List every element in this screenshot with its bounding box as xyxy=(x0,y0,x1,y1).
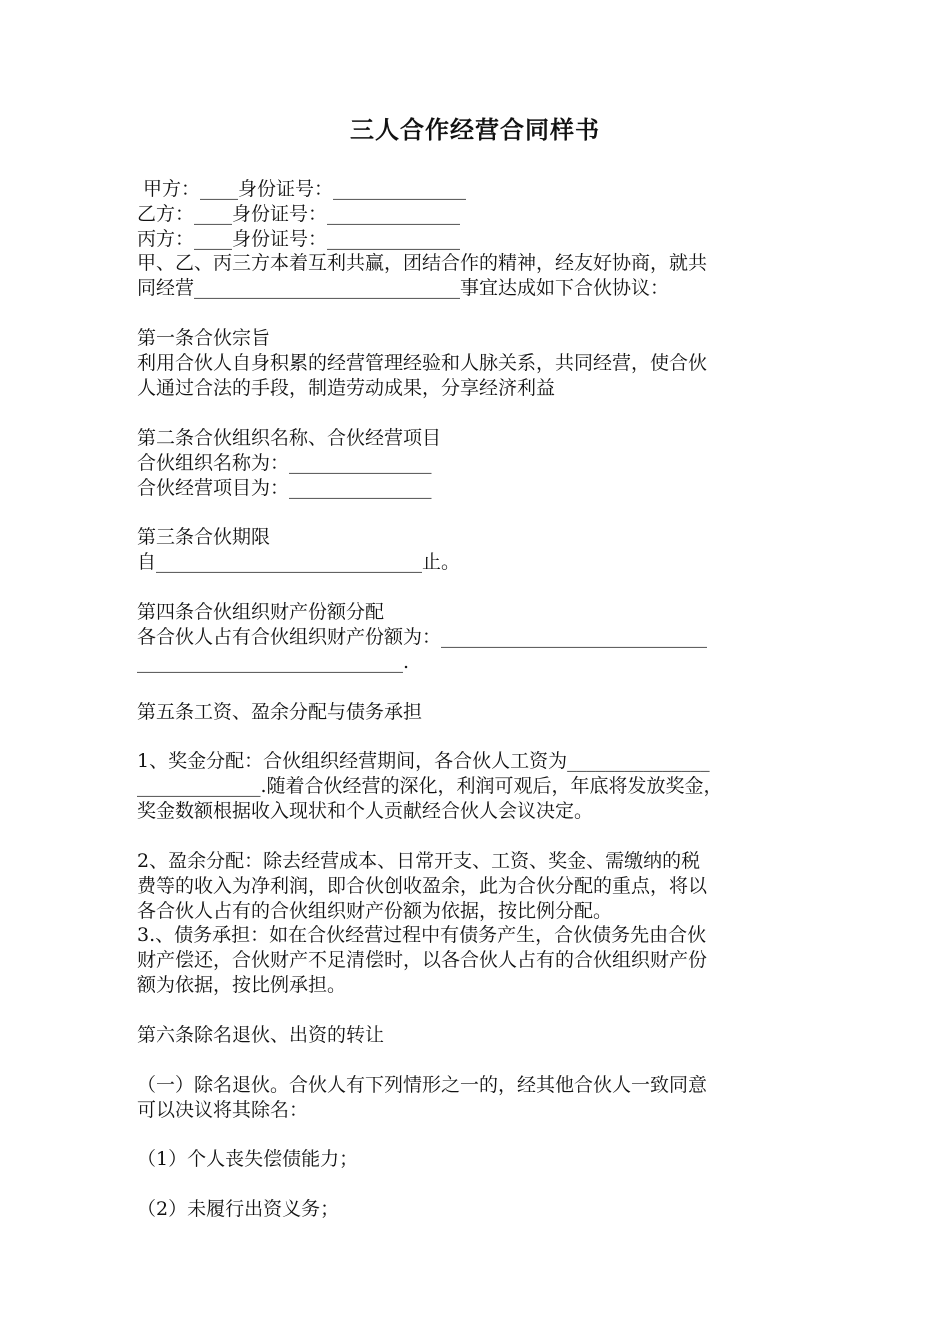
party-b-line: 乙方：____身份证号：______________ xyxy=(137,203,461,225)
paragraph-line: 自____________________________止。 xyxy=(137,551,461,573)
paragraph-line: 人通过合法的手段，制造劳动成果，分享经济利益 xyxy=(137,377,556,399)
paragraph-line: （一）除名退伙。合伙人有下列情形之一的，经其他合伙人一致同意 xyxy=(137,1074,708,1096)
article-heading: 第五条工资、盈余分配与债务承担 xyxy=(137,701,423,723)
paragraph-line: 合伙经营项目为：_______________ xyxy=(137,477,432,499)
paragraph-line: 财产偿还，合伙财产不足清偿时，以各合伙人占有的合伙组织财产份 xyxy=(137,949,708,971)
party-a-line: 甲方：____身份证号：______________ xyxy=(137,178,467,200)
paragraph-line: 各合伙人占有的合伙组织财产份额为依据，按比例分配。 xyxy=(137,900,613,922)
paragraph-line: 1、奖金分配：合伙组织经营期间，各合伙人工资为_______________ xyxy=(137,750,710,772)
party-c-line: 丙方：____身份证号：______________ xyxy=(137,228,461,250)
paragraph-line: ____________________________. xyxy=(137,651,410,673)
paragraph-line: 利用合伙人自身积累的经营管理经验和人脉关系，共同经营，使合伙 xyxy=(137,352,708,374)
document-title: 三人合作经营合同样书 xyxy=(350,116,600,144)
paragraph-line: 额为依据，按比例承担。 xyxy=(137,974,347,996)
paragraph-line: 3.、债务承担：如在合伙经营过程中有债务产生，合伙债务先由合伙 xyxy=(137,924,707,946)
article-heading: 第一条合伙宗旨 xyxy=(137,327,271,349)
list-item: （1）个人丧失偿债能力； xyxy=(137,1148,359,1170)
paragraph-line: 可以决议将其除名： xyxy=(137,1099,309,1121)
paragraph-line: 各合伙人占有合伙组织财产份额为：____________________________ xyxy=(137,626,708,648)
paragraph-line: 2、盈余分配：除去经营成本、日常开支、工资、奖金、需缴纳的税 xyxy=(137,850,701,872)
article-heading: 第二条合伙组织名称、合伙经营项目 xyxy=(137,427,442,449)
article-heading: 第三条合伙期限 xyxy=(137,526,271,548)
preamble-line: 甲、乙、丙三方本着互利共赢，团结合作的精神，经友好协商，就共 xyxy=(137,252,708,274)
paragraph-line: 合伙组织名称为：_______________ xyxy=(137,452,432,474)
article-heading: 第六条除名退伙、出资的转让 xyxy=(137,1024,385,1046)
article-heading: 第四条合伙组织财产份额分配 xyxy=(137,601,385,623)
list-item: （2）未履行出资义务； xyxy=(137,1198,340,1220)
paragraph-line: _____________.随着合伙经营的深化，利润可观后，年底将发放奖金， xyxy=(137,775,723,797)
paragraph-line: 奖金数额根据收入现状和个人贡献经合伙人会议决定。 xyxy=(137,800,594,822)
paragraph-line: 费等的收入为净利润，即合伙创收盈余，此为合伙分配的重点，将以 xyxy=(137,875,708,897)
preamble-line: 同经营____________________________事宜达成如下合伙协议： xyxy=(137,277,670,299)
